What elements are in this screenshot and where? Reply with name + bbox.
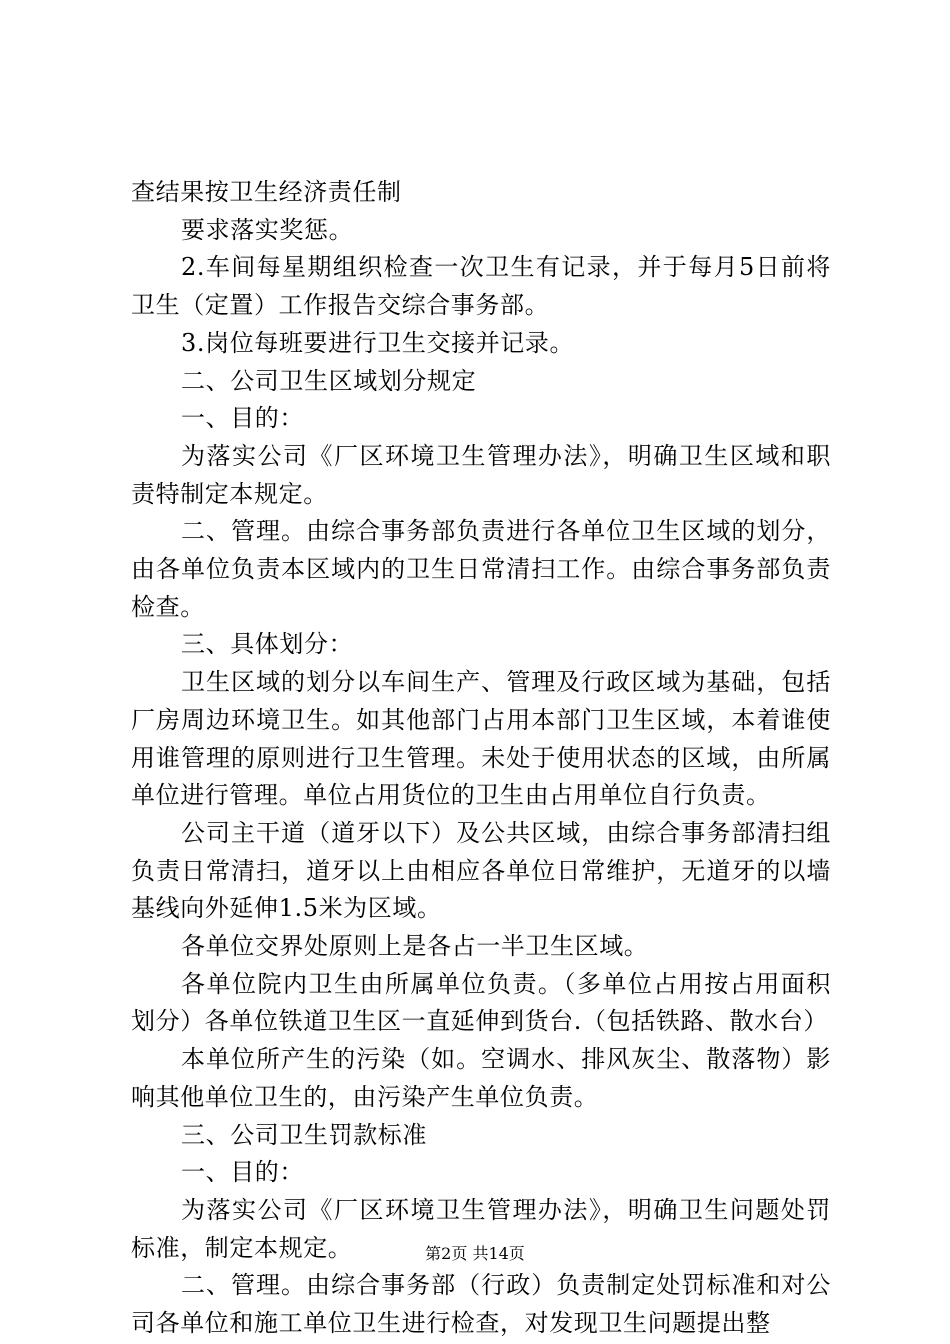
paragraph: 2.车间每星期组织检查一次卫生有记录，并于每月5日前将卫生（定置）工作报告交综合事务部。 xyxy=(131,253,831,320)
page-footer xyxy=(0,1244,950,1264)
subsection-heading: 一、目的： xyxy=(181,404,304,433)
section-heading: 二、公司卫生区域划分规定 xyxy=(181,366,477,395)
paragraph: 为落实公司《厂区环境卫生管理办法》，明确卫生问题处罚标准，制定本规定。 xyxy=(131,1195,831,1262)
paragraph: 二、管理。由综合事务部（行政）负责制定处罚标准和对公司各单位和施工单位卫生进行检查，对发现卫生问题提出整 xyxy=(131,1271,831,1338)
page-number-label: 第2页 共14页 xyxy=(425,1244,525,1263)
document-body xyxy=(131,174,831,1343)
paragraph: 查结果按卫生经济责任制 xyxy=(131,178,402,206)
paragraph: 3.岗位每班要进行卫生交接并记录。 xyxy=(181,328,575,357)
paragraph: 要求落实奖惩。 xyxy=(181,215,354,244)
paragraph: 各单位院内卫生由所属单位负责。（多单位占用按占用面积划分）各单位铁道卫生区一直延伸到货台.（包括铁路、散水台） xyxy=(131,969,831,1036)
paragraph: 卫生区域的划分以车间生产、管理及行政区域为基础，包括厂房周边环境卫生。如其他部门占用本部门卫生区域，本着谁使用谁管理的原则进行卫生管理。未处于使用状态的区域，由所属单位进行管理。单位占用货位的卫生由占用单位自行负责。 xyxy=(131,668,831,810)
paragraph: 各单位交界处原则上是各占一半卫生区域。 xyxy=(181,932,649,961)
section-heading: 三、公司卫生罚款标准 xyxy=(181,1120,427,1149)
paragraph: 公司主干道（道牙以下）及公共区域，由综合事务部清扫组负责日常清扫，道牙以上由相应各单位日常维护，无道牙的以墙基线向外延伸1.5米为区域。 xyxy=(131,818,831,923)
subsection-heading: 一、目的： xyxy=(181,1158,304,1187)
paragraph: 二、管理。由综合事务部负责进行各单位卫生区域的划分，由各单位负责本区域内的卫生日常清扫工作。由综合事务部负责检查。 xyxy=(131,517,831,621)
subsection-heading: 三、具体划分： xyxy=(181,630,354,659)
paragraph: 为落实公司《厂区环境卫生管理办法》，明确卫生区域和职责特制定本规定。 xyxy=(131,441,831,508)
paragraph: 本单位所产生的污染（如。空调水、排风灰尘、散落物）影响其他单位卫生的，由污染产生单位负责。 xyxy=(131,1045,831,1111)
